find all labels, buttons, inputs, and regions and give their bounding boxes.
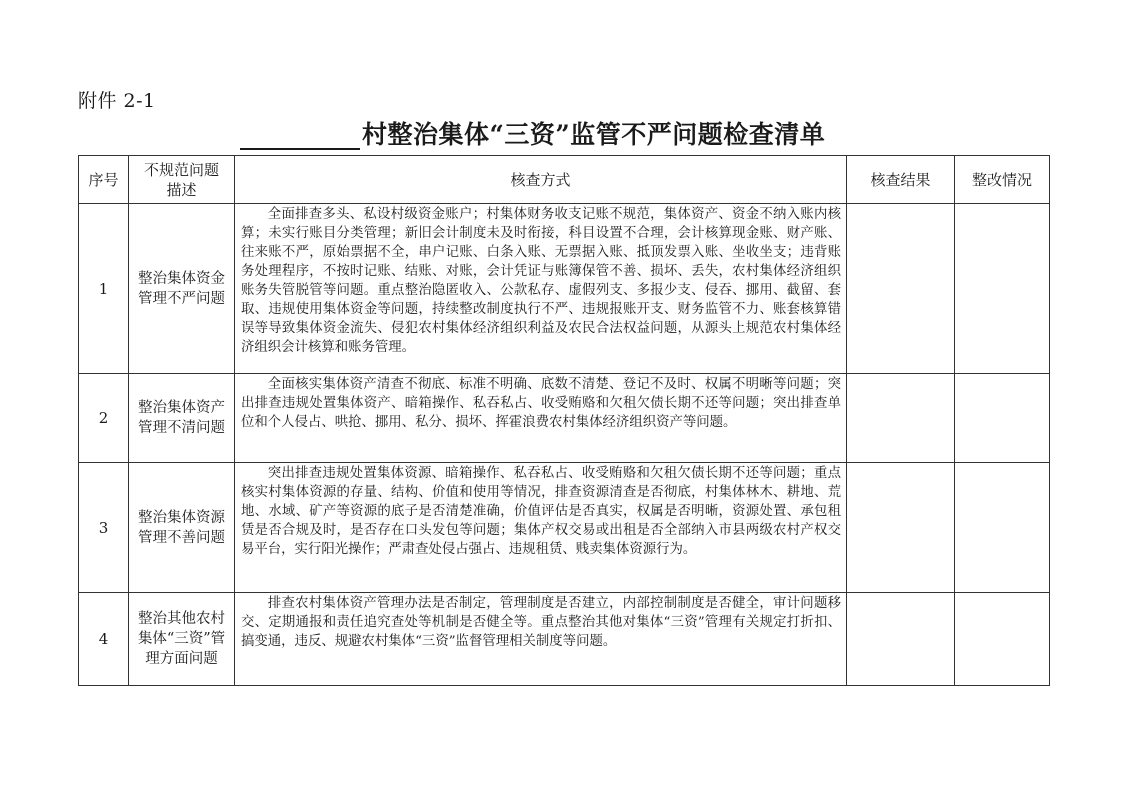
village-name-blank xyxy=(240,118,360,150)
row-method xyxy=(235,463,847,593)
table-row xyxy=(79,374,1050,463)
row-method xyxy=(235,374,847,463)
row-result-cell[interactable] xyxy=(847,374,955,463)
row-index: 1 xyxy=(79,204,129,374)
checklist-table xyxy=(78,155,1050,686)
row-issue: 整治集体资源管理不善问题 xyxy=(129,463,235,593)
attachment-label: 附件 2-1 xyxy=(78,90,156,112)
row-result-cell[interactable] xyxy=(847,463,955,593)
row-issue: 整治其他农村集体“三资”管理方面问题 xyxy=(129,593,235,686)
row-method-text: 突出排查违规处置集体资源、暗箱操作、私吞私占、收受贿赂和欠租欠债长期不还等问题；重点核实村集体资源的存量、结构、价值和使用等情况，排查资源清查是否彻底，村集体林木、耕地、荒地、水域、矿产等资源的底子是否清楚准确，价值评估是否真实，权属是否明晰，资源处置、承包租赁是否合规及时，是否存在口头发包等问题；集体产权交易或出租是否全部纳入市县两级农村产权交易平台，实行阳光操作；严肃查处侵占强占、违规租赁、贱卖集体资源行为。 xyxy=(241,466,841,557)
row-method xyxy=(235,204,847,374)
row-issue: 整治集体资产管理不清问题 xyxy=(129,374,235,463)
header-method: 核查方式 xyxy=(235,156,847,204)
row-rectification-cell[interactable] xyxy=(955,463,1050,593)
row-method-text: 排查农村集体资产管理办法是否制定，管理制度是否建立，内部控制制度是否健全，审计问题移交、定期通报和责任追究查处等机制是否健全等。重点整治其他对集体“三资”管理有关规定打折扣、搞变通，违反、规避农村集体“三资”监督管理相关制度等问题。 xyxy=(241,596,841,649)
row-issue: 整治集体资金管理不严问题 xyxy=(129,204,235,374)
row-method-text: 全面核实集体资产清查不彻底、标准不明确、底数不清楚、登记不及时、权属不明晰等问题；突出排查违规处置集体资产、暗箱操作、私吞私占、收受贿赂和欠租欠债长期不还等问题；突出排查单位和个人侵占、哄抢、挪用、私分、损坏、挥霍浪费农村集体经济组织资产等问题。 xyxy=(241,377,841,430)
row-method xyxy=(235,593,847,686)
header-result: 核查结果 xyxy=(847,156,955,204)
header-rectification: 整改情况 xyxy=(955,156,1050,204)
row-method-text: 全面排查多头、私设村级资金账户；村集体财务收支记账不规范，集体资产、资金不纳入账内核算；未实行账目分类管理；新旧会计制度未及时衔接，科目设置不合理，会计核算现金账、财产账、往来账不严，原始票据不全，串户记账、白条入账、无票据入账、抵顶发票入账、坐收坐支；违背账务处理程序，不按时记账、结账、对账，会计凭证与账簿保管不善、损坏、丢失，农村集体经济组织账务失管脱管等问题。重点整治隐匿收入、公款私存、虚假列支、多报少支、侵吞、挪用、截留、套取、违规使用集体资金等问题，持续整改制度执行不严、违规报账开支、财务监管不力、账套核算错误等导致集体资金流失、侵犯农村集体经济组织利益及农民合法权益问题，从源头上规范农村集体经济组织会计核算和账务管理。 xyxy=(241,207,841,355)
row-index: 4 xyxy=(79,593,129,686)
row-result-cell[interactable] xyxy=(847,593,955,686)
table-row xyxy=(79,204,1050,374)
row-rectification-cell[interactable] xyxy=(955,593,1050,686)
table-row xyxy=(79,593,1050,686)
row-index: 3 xyxy=(79,463,129,593)
row-rectification-cell[interactable] xyxy=(955,204,1050,374)
row-index: 2 xyxy=(79,374,129,463)
document-title: 村整治集体“三资”监管不严问题检查清单 xyxy=(362,120,826,149)
table-row xyxy=(79,463,1050,593)
header-index: 序号 xyxy=(79,156,129,204)
row-result-cell[interactable] xyxy=(847,204,955,374)
header-issue: 不规范问题描述 xyxy=(129,156,235,204)
title-row xyxy=(240,118,825,150)
row-rectification-cell[interactable] xyxy=(955,374,1050,463)
table-header-row xyxy=(79,156,1050,204)
